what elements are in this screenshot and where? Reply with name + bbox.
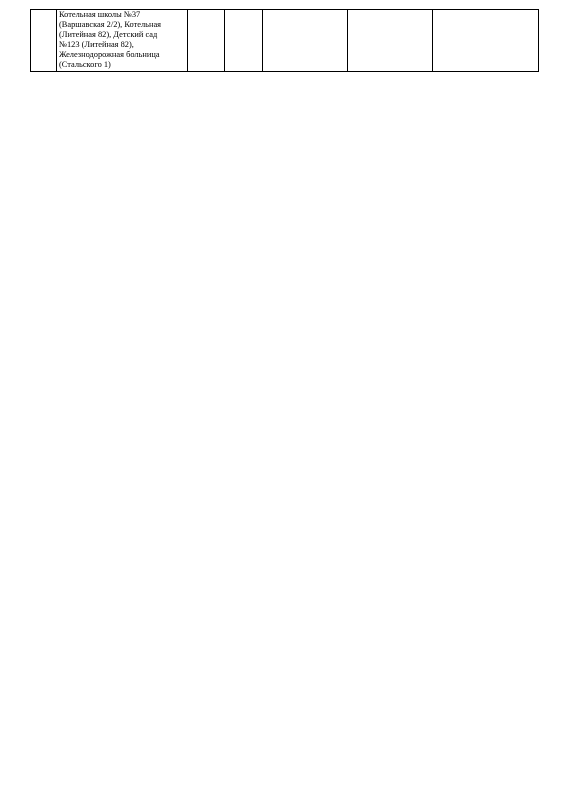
row-number-cell [31,10,57,72]
executor-cell [263,10,348,72]
outage-schedule-sheet [30,9,539,72]
end-cell [225,10,263,72]
address-line: Котельная школы №37 [59,10,141,19]
address-cell [57,10,188,72]
address-line: (Варшавская 2/2), Котельная [59,20,162,30]
work-cell [433,10,539,72]
address-line: (Стальского 1) [59,60,111,70]
owner-cell [348,10,433,72]
address-line: №123 (Литейная 82), [59,40,134,50]
address-line: (Литейная 82), Детский сад [59,30,158,40]
start-cell [188,10,225,72]
address-line: Железнодорожная больница [59,50,160,60]
outage-table-body [31,10,539,72]
outage-table [30,9,539,72]
continued-row [31,10,539,72]
